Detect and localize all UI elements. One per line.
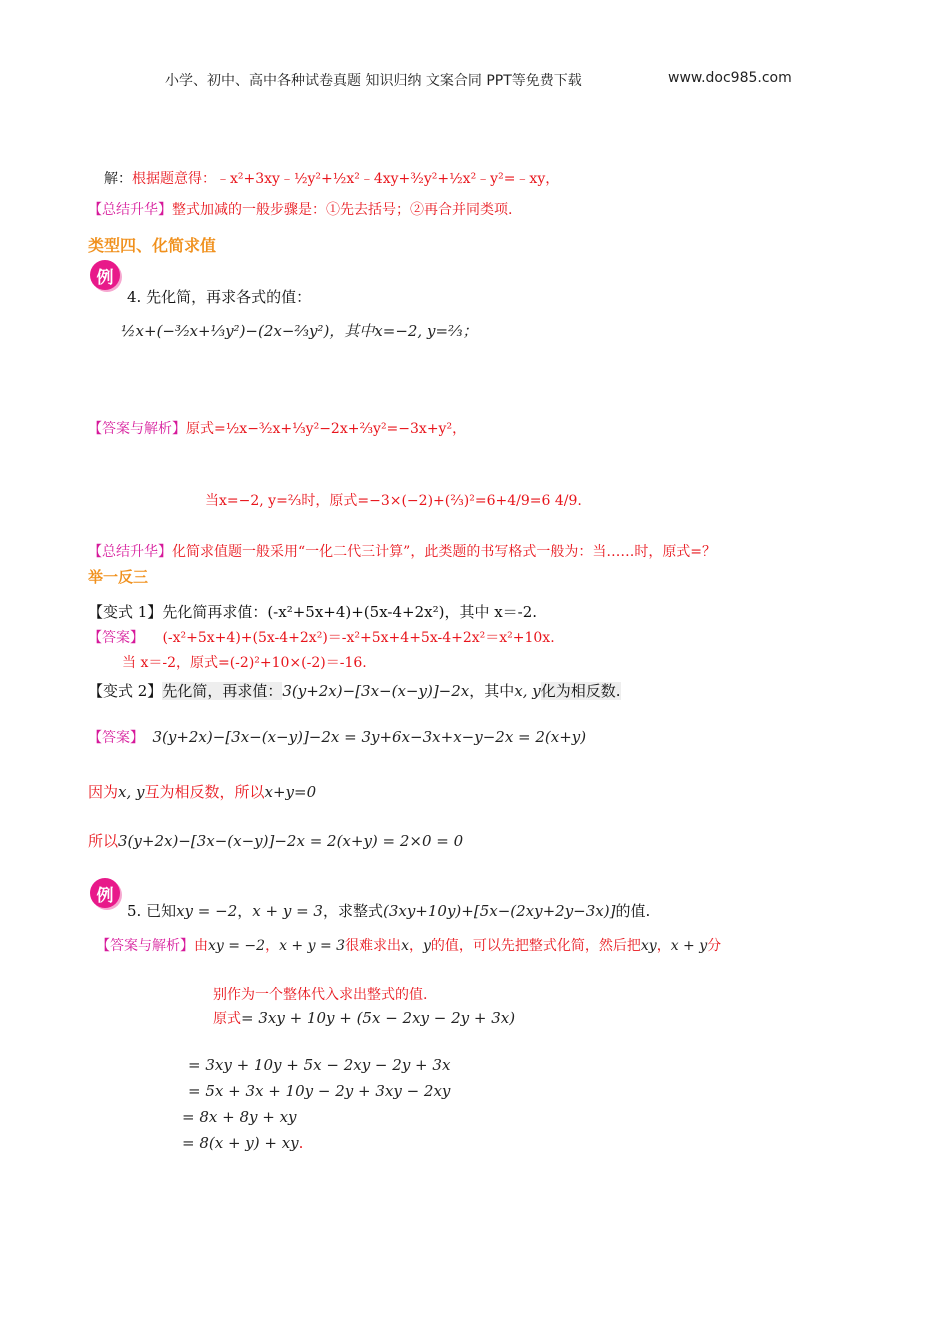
ex5-a-expr2: x + y = 3 — [279, 938, 346, 954]
variant1-label: 【变式 1】 — [88, 603, 163, 621]
q4-summary-text: 化简求值题一般采用“一化二代三计算”，此类题的书写格式一般为：当……时，原式=？ — [172, 544, 717, 560]
variant1-answer — [88, 627, 555, 647]
ex5-step-3: = 8x + 8y + xy — [182, 1108, 297, 1126]
ex5-q-expr2: x + y = 3 — [252, 902, 323, 920]
q4-label: 4. 先化简，再求各式的值： — [127, 288, 312, 306]
ex5-a-comma2: ， — [656, 938, 671, 954]
ex5-a-pre: 由 — [194, 938, 208, 954]
ex5-answer-label: 【答案与解析】 — [96, 938, 194, 954]
ex5-q-sep: ， — [237, 902, 253, 920]
ex5-end-dot: . — [298, 1134, 304, 1152]
ex3-summary — [88, 199, 512, 219]
ex5-answer — [96, 935, 721, 955]
ex3-summary-label: 【总结升华】 — [88, 202, 172, 218]
ex5-a-sep: ， — [265, 938, 280, 954]
variant2-because-expr: x+y=0 — [264, 783, 317, 801]
ex5-question — [127, 900, 650, 921]
ex5-q-expr3: (3xy+10y)+[5x−(2xy+2y−3x)] — [382, 902, 616, 920]
variant2-question-vars: x, y — [514, 682, 541, 700]
ex3-solution-label: 解： — [104, 171, 132, 187]
variant2-question-post: 化为相反数. — [540, 682, 621, 700]
variant1-answer-text: (-x²+5x+4)+(5x-4+2x²)＝-x²+5x+4+5x-4+2x²＝x²+10x. — [162, 630, 555, 646]
ex5-a-expr1: xy = −2 — [208, 938, 266, 954]
variant2-because — [88, 781, 316, 802]
ex5-q-expr1: xy = −2 — [176, 902, 238, 920]
ex3-summary-text: 整式加减的一般步骤是：①先去括号；②再合并同类项. — [172, 202, 513, 218]
ex5-a-comma: ， — [408, 938, 423, 954]
ex5-a-xpy: x + y — [670, 938, 708, 954]
example-badge-icon: 例 — [90, 260, 120, 290]
ex5-step-0: = 3xy + 10y + (5x − 2xy − 2y + 3x) — [241, 1009, 516, 1027]
variant2 — [88, 680, 621, 701]
ex5-step-4 — [182, 1134, 303, 1152]
ex3-solution-text: 根据题意得：﹣x²+3xy﹣½y²+½x²﹣4xy+³⁄₂y²+½x²﹣y²=﹣xy， — [132, 171, 560, 187]
q4-summary-label: 【总结升华】 — [88, 544, 172, 560]
variant1-answer2: 当 x＝-2，原式=(-2)²+10×(-2)＝-16. — [122, 655, 367, 671]
variant1 — [88, 601, 537, 622]
q4-answer-label: 【答案与解析】 — [88, 421, 186, 437]
ex5-a-line2: 别作为一个整体代入求出整式的值. — [213, 987, 428, 1003]
variant2-answer-label: 【答案】 — [88, 730, 144, 746]
ex5-q-post: 的值. — [615, 902, 651, 920]
example-badge-icon: 例 — [90, 878, 120, 908]
ex5-a-fen: 分 — [707, 938, 722, 954]
q4-when-text: 当x=−2, y=⅔时，原式=−3×(−2)+(⅔)²=6+4/9=6 4/9. — [205, 493, 582, 509]
variant2-answer-expr: 3(y+2x)−[3x−(x−y)]−2x = 3y+6x−3x+x−y−2x = 2(x+y) — [152, 728, 587, 746]
variant2-because-vars: x, y — [118, 783, 145, 801]
ex5-a-xy: xy — [640, 938, 657, 954]
section4-title: 类型四、化简求值 — [88, 236, 217, 255]
variant2-because-pre: 因为 — [88, 783, 119, 801]
ex5-a-y: y — [422, 938, 431, 954]
variant2-question-expr: 3(y+2x)−[3x−(x−y)]−2x — [282, 682, 470, 700]
juyi-fansan-title: 举一反三 — [88, 568, 149, 586]
ex5-step-1: = 3xy + 10y + 5x − 2xy − 2y + 3x — [188, 1056, 451, 1074]
ex5-q-mid: ，求整式 — [322, 902, 383, 920]
ex5-orig — [213, 1008, 515, 1028]
variant2-because-mid: 互为相反数，所以 — [144, 783, 265, 801]
variant1-question: 先化简再求值：(-x²+5x+4)+(5x-4+2x²)，其中 x＝-2. — [162, 603, 538, 621]
q4-summary — [88, 541, 716, 561]
ex5-a-text: 的值，可以先把整式化简，然后把 — [430, 938, 641, 954]
q4-answer — [88, 418, 466, 438]
header-title: 小学、初中、高中各种试卷真题 知识归纳 文案合同 PPT等免费下载 — [165, 73, 582, 89]
ex5-q-pre: 5. 已知 — [127, 902, 177, 920]
ex5-step-4-text: = 8(x + y) + xy — [182, 1134, 299, 1152]
ex5-a-x: x — [401, 938, 409, 954]
variant1-answer-label: 【答案】 — [88, 630, 144, 646]
q4-expression: ½x+(−³⁄₂x+⅓y²)−(2x−⅔y²)，其中x=−2, y=⅔； — [121, 322, 478, 340]
variant2-question-mid: ，其中 — [469, 682, 515, 700]
variant2-so — [88, 830, 463, 851]
ex5-a-mid: 很难求出 — [345, 938, 402, 954]
variant2-so-expr: 3(y+2x)−[3x−(x−y)]−2x = 2(x+y) = 2×0 = 0 — [118, 832, 464, 850]
variant2-answer — [88, 727, 586, 747]
variant2-question-pre: 先化简，再求值： — [162, 682, 283, 700]
header-site-link[interactable]: www.doc985.com — [668, 70, 792, 86]
variant2-label: 【变式 2】 — [88, 682, 163, 700]
ex5-step-2: = 5x + 3x + 10y − 2y + 3xy − 2xy — [188, 1082, 451, 1100]
ex5-orig-label: 原式 — [213, 1011, 241, 1027]
variant2-so-pre: 所以 — [88, 832, 119, 850]
ex3-solution — [104, 168, 559, 188]
q4-answer-text: 原式=½x−³⁄₂x+⅓y²−2x+⅔y²=−3x+y²， — [186, 421, 467, 437]
